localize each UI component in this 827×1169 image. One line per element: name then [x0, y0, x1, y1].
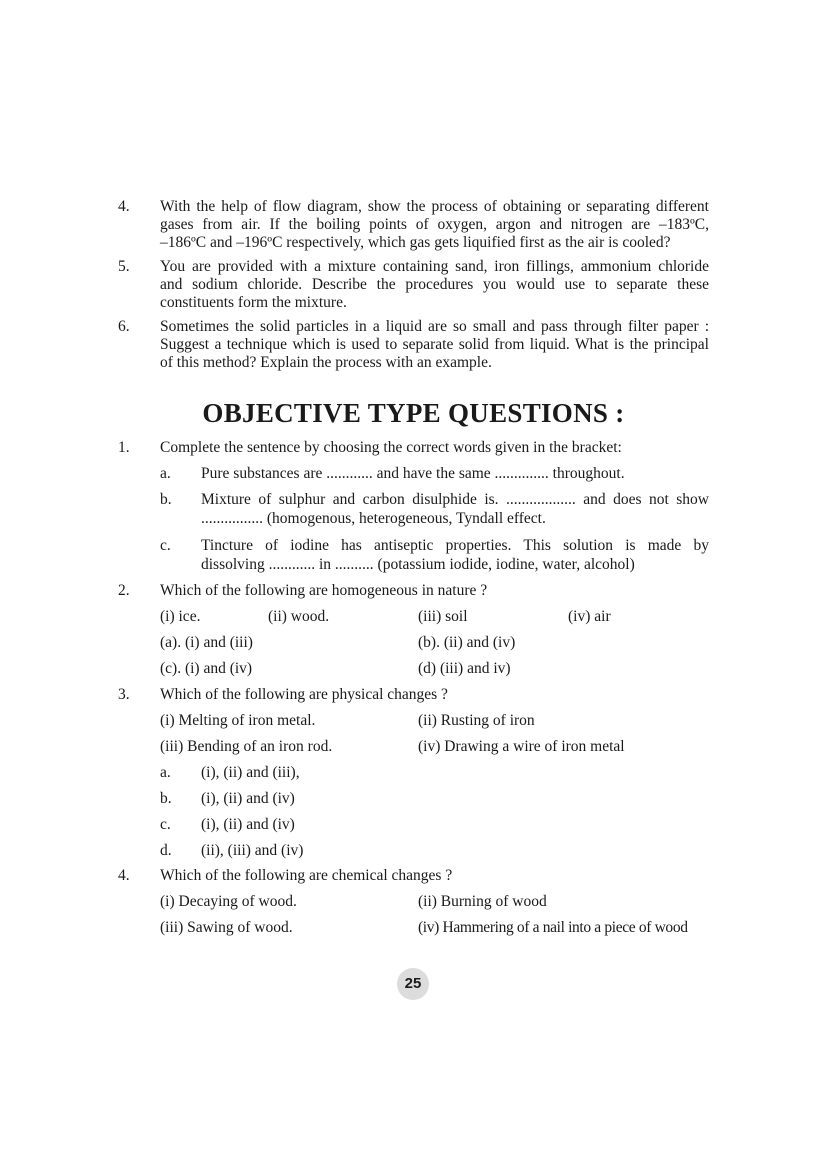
item-text: (iii) Bending of an iron rod. — [160, 738, 333, 755]
option-label: d. — [160, 842, 172, 859]
option-text: (a). (i) and (iii) — [160, 634, 253, 651]
question-text-line: and sodium chloride. Describe the procedures you would use to separate these — [160, 276, 709, 293]
option-label: b. — [160, 790, 172, 807]
question-text-line: –186ºC and –196ºC respectively, which gas gets liquified first as the air is cooled? — [160, 234, 671, 251]
question-text-line: Sometimes the solid particles in a liquid are so small and pass through filter paper : — [160, 318, 709, 335]
question-text-line: With the help of flow diagram, show the process of obtaining or separating different — [160, 198, 709, 215]
section-heading: OBJECTIVE TYPE QUESTIONS : — [202, 398, 625, 428]
option-text: (d) (iii) and iv) — [418, 660, 511, 677]
item-text: (iv) Drawing a wire of iron metal — [418, 738, 625, 755]
question-number: 1. — [118, 439, 130, 456]
option-text: (b). (ii) and (iv) — [418, 634, 516, 651]
question-text-line: You are provided with a mixture containing sand, iron fillings, ammonium chloride — [160, 258, 709, 275]
option-text: dissolving ............ in .......... (potassium iodide, iodine, water, alcohol) — [201, 556, 635, 573]
option-label: a. — [160, 465, 171, 482]
question-number: 6. — [118, 318, 130, 335]
question-text: Which of the following are homogeneous in nature ? — [160, 582, 488, 599]
option-text: Tincture of iodine has antiseptic properties. This solution is made by — [201, 537, 709, 554]
item-text: (iv) air — [568, 608, 611, 625]
item-text: (i) ice. — [160, 608, 201, 625]
question-text: Which of the following are physical changes ? — [160, 686, 448, 703]
question-text-line: constituents form the mixture. — [160, 294, 347, 311]
item-text: (ii) wood. — [268, 608, 330, 625]
question-text-line: of this method? Explain the process with an example. — [160, 354, 492, 371]
option-text: (c). (i) and (iv) — [160, 660, 253, 677]
option-text: Mixture of sulphur and carbon disulphide is. .................. and does not show — [201, 491, 709, 508]
option-text: (i), (ii) and (iv) — [201, 816, 295, 833]
item-text: (ii) Rusting of iron — [418, 712, 535, 729]
option-label: b. — [160, 491, 172, 508]
item-text: (i) Melting of iron metal. — [160, 712, 316, 729]
question-text: Complete the sentence by choosing the correct words given in the bracket: — [160, 439, 622, 456]
question-number: 5. — [118, 258, 130, 275]
question-number: 2. — [118, 582, 130, 599]
item-text: (iii) Sawing of wood. — [160, 919, 293, 936]
option-text: (i), (ii) and (iii), — [201, 764, 300, 781]
item-text: (ii) Burning of wood — [418, 893, 547, 910]
question-text-line: gases from air. If the boiling points of oxygen, argon and nitrogen are –183ºC, — [160, 216, 709, 233]
option-text: ................ (homogenous, heterogeneous, Tyndall effect. — [201, 510, 546, 527]
question-number: 4. — [118, 198, 130, 215]
option-text: (i), (ii) and (iv) — [201, 790, 295, 807]
item-text: (iii) soil — [418, 608, 468, 625]
option-text: Pure substances are ............ and have the same .............. throughout. — [201, 465, 625, 482]
page-number: 25 — [397, 968, 429, 1000]
option-label: c. — [160, 537, 171, 554]
option-label: a. — [160, 764, 171, 781]
option-label: c. — [160, 816, 171, 833]
item-text: (iv) Hammering of a nail into a piece of wood — [418, 919, 688, 936]
option-text: (ii), (iii) and (iv) — [201, 842, 304, 859]
question-number: 4. — [118, 867, 130, 884]
question-text-line: Suggest a technique which is used to separate solid from liquid. What is the principal — [160, 336, 709, 353]
question-text: Which of the following are chemical changes ? — [160, 867, 453, 884]
item-text: (i) Decaying of wood. — [160, 893, 297, 910]
question-number: 3. — [118, 686, 130, 703]
